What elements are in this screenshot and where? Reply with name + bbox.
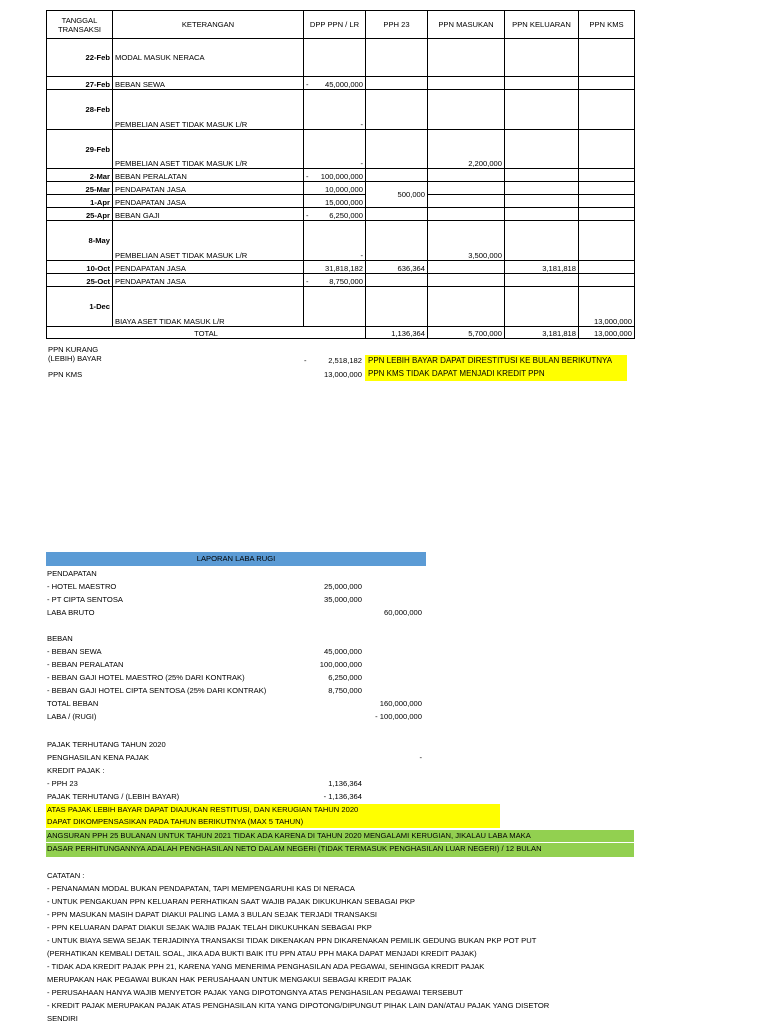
cell-ppn-keluaran [505, 287, 579, 327]
catatan-title: CATATAN : [47, 871, 85, 880]
catatan-line: (PERHATIKAN KEMBALI DETAIL SOAL, JIKA ADA BUKTI BAIK ITU PPN ATAU PPH MAKA DAPAT MENJADI KREDIT PAJAK) [47, 949, 477, 958]
catatan-line: - TIDAK ADA KREDIT PAJAK PPH 21, KARENA YANG MENERIMA PENGHASILAN ADA PEGAWAI, SEHINGGA KREDIT PAJAK [47, 962, 485, 971]
pendapatan-item-label: - HOTEL MAESTRO [47, 582, 117, 591]
beban-item-label: - BEBAN GAJI HOTEL MAESTRO (25% DARI KONTRAK) [47, 673, 245, 682]
angsuran-note-line2: DASAR PERHITUNGANNYA ADALAH PENGHASILAN NETO DALAM NEGERI (TIDAK TERMASUK PENGHASILAN LUAR NEGERI) / 12 BULAN [46, 843, 634, 857]
cell-ppn-kms [579, 39, 635, 77]
cell-dpp [304, 77, 366, 90]
cell-pph23 [366, 39, 428, 77]
cell-ppn-kms [579, 221, 635, 261]
cell-ppn-kms [579, 195, 635, 208]
cell-keterangan: PEMBELIAN ASET TIDAK MASUK L/R [113, 90, 304, 130]
cell-ppn-masukan [428, 182, 505, 195]
pendapatan-item-value: 25,000,000 [323, 582, 362, 591]
header-ppn-masukan: PPN MASUKAN [428, 11, 505, 39]
negative-sign: - [306, 80, 309, 89]
table-row [47, 287, 635, 327]
cell-dpp-value: 100,000,000 [320, 172, 363, 181]
pkp-label: PENGHASILAN KENA PAJAK [47, 753, 149, 762]
cell-dpp [304, 39, 366, 77]
cell-ppn-kms [579, 77, 635, 90]
table-row [47, 130, 635, 169]
cell-keterangan: PENDAPATAN JASA [113, 195, 304, 208]
header-tanggal: TANGGAL TRANSAKSI [47, 11, 113, 39]
cell-ppn-kms: 13,000,000 [579, 287, 635, 327]
cell-keterangan: PENDAPATAN JASA [113, 182, 304, 195]
ppn-kurang-label-line1: PPN KURANG [48, 345, 99, 354]
cell-dpp-value: 8,750,000 [329, 277, 363, 286]
beban-item-value: 6,250,000 [328, 673, 362, 682]
cell-ppn-keluaran [505, 39, 579, 77]
cell-ppn-keluaran [505, 221, 579, 261]
cell-ppn-masukan [428, 39, 505, 77]
cell-ppn-kms [579, 208, 635, 221]
cell-keterangan: MODAL MASUK NERACA [113, 39, 304, 77]
table-row [47, 221, 635, 261]
catatan-line: MERUPAKAN HAK PEGAWAI BUKAN HAK PERUSAHAAN UNTUK MENGAKUI SEBAGAI KREDIT PAJAK [47, 975, 412, 984]
cell-pph23 [366, 221, 428, 261]
cell-date: 29-Feb [47, 130, 113, 169]
cell-date: 25-Oct [47, 274, 113, 287]
catatan-line: - PERUSAHAAN HANYA WAJIB MENYETOR PAJAK YANG DIPOTONGNYA ATAS PENGHASILAN PEGAWAI TERSEBUT [47, 988, 463, 997]
cell-ppn-keluaran [505, 169, 579, 182]
cell-date: 10-Oct [47, 261, 113, 274]
restitusi-note-line1: ATAS PAJAK LEBIH BAYAR DAPAT DIAJUKAN RESTITUSI, DAN KERUGIAN TAHUN 2020 [46, 804, 500, 816]
beban-item-value: 8,750,000 [328, 686, 362, 695]
cell-date: 25-Apr [47, 208, 113, 221]
restitusi-note-line2: DAPAT DIKOMPENSASIKAN PADA TAHUN BERIKUTNYA (MAX 5 TAHUN) [46, 816, 500, 828]
table-row [47, 208, 635, 221]
table-row [47, 90, 635, 130]
cell-ppn-keluaran [505, 130, 579, 169]
cell-ppn-keluaran: 3,181,818 [505, 261, 579, 274]
beban-item-value: 100,000,000 [319, 660, 362, 669]
cell-ppn-masukan [428, 90, 505, 130]
total-beban-label: TOTAL BEBAN [47, 699, 99, 708]
total-label: TOTAL [47, 327, 366, 339]
total-beban-value: 160,000,000 [379, 699, 422, 708]
cell-ppn-masukan [428, 195, 505, 208]
cell-date: 2-Mar [47, 169, 113, 182]
angsuran-note-line1: ANGSURAN PPH 25 BULANAN UNTUK TAHUN 2021 TIDAK ADA KARENA DI TAHUN 2020 MENGALAMI KERUGIAN, JIKALAU LABA MAKA [46, 830, 634, 842]
cell-ppn-masukan: 3,500,000 [428, 221, 505, 261]
cell-keterangan: BEBAN GAJI [113, 208, 304, 221]
table-row [47, 77, 635, 90]
cell-keterangan: BEBAN PERALATAN [113, 169, 304, 182]
laba-rugi-label: LABA / (RUGI) [47, 712, 97, 721]
cell-ppn-kms [579, 130, 635, 169]
beban-item-label: - BEBAN SEWA [47, 647, 102, 656]
header-ppn-kms: PPN KMS [579, 11, 635, 39]
cell-dpp: - [304, 130, 366, 169]
table-row [47, 169, 635, 182]
cell-dpp: 10,000,000 [304, 182, 366, 195]
cell-ppn-kms [579, 169, 635, 182]
cell-ppn-kms [579, 261, 635, 274]
cell-date: 25-Mar [47, 182, 113, 195]
cell-dpp: 31,818,182 [304, 261, 366, 274]
negative-sign: - [306, 172, 309, 181]
catatan-line: - UNTUK BIAYA SEWA SEJAK TERJADINYA TRANSAKSI TIDAK DIKENAKAN PPN DIKARENAKAN PEMILIK GEDUNG BUKAN PKP POT PUT [47, 936, 537, 945]
cell-pph23 [366, 169, 428, 182]
pendapatan-item-label: - PT CIPTA SENTOSA [47, 595, 123, 604]
catatan-line: - UNTUK PENGAKUAN PPN KELUARAN PERHATIKAN SAAT WAJIB PAJAK DIKUKUHKAN SEBAGAI PKP [47, 897, 415, 906]
cell-ppn-masukan [428, 261, 505, 274]
cell-dpp [304, 287, 366, 327]
cell-ppn-masukan: 2,200,000 [428, 130, 505, 169]
cell-date: 1-Dec [47, 287, 113, 327]
cell-dpp: 15,000,000 [304, 195, 366, 208]
cell-ppn-kms [579, 182, 635, 195]
cell-keterangan: PEMBELIAN ASET TIDAK MASUK L/R [113, 130, 304, 169]
ppn-kms-note: PPN KMS TIDAK DAPAT MENJADI KREDIT PPN [365, 368, 627, 381]
pkp-value: - [419, 753, 422, 762]
total-ppn-masukan: 5,700,000 [428, 327, 505, 339]
cell-date: 1-Apr [47, 195, 113, 208]
cell-keterangan: PENDAPATAN JASA [113, 274, 304, 287]
laba-rugi-value: - 100,000,000 [375, 712, 422, 721]
pph23-credit-value: 1,136,364 [328, 779, 362, 788]
cell-ppn-keluaran [505, 274, 579, 287]
table-row [47, 39, 635, 77]
laba-bruto-value: 60,000,000 [383, 608, 422, 617]
cell-ppn-keluaran [505, 77, 579, 90]
total-row [47, 327, 635, 339]
header-keterangan: KETERANGAN [113, 11, 304, 39]
cell-dpp [304, 208, 366, 221]
cell-pph23 [366, 274, 428, 287]
cell-pph23 [366, 130, 428, 169]
cell-dpp: - [304, 90, 366, 130]
ppn-kurang-note: PPN LEBIH BAYAR DAPAT DIRESTITUSI KE BULAN BERIKUTNYA [365, 355, 627, 368]
catatan-line: SENDIRI [47, 1014, 78, 1023]
cell-date: 8-May [47, 221, 113, 261]
pendapatan-label: PENDAPATAN [47, 569, 97, 578]
cell-ppn-masukan [428, 208, 505, 221]
cell-ppn-kms [579, 90, 635, 130]
cell-ppn-masukan [428, 77, 505, 90]
catatan-line: - PPN KELUARAN DAPAT DIAKUI SEJAK WAJIB PAJAK TELAH DIKUKUHKAN SEBAGAI PKP [47, 923, 372, 932]
beban-label: BEBAN [47, 634, 73, 643]
cell-ppn-keluaran [505, 90, 579, 130]
total-ppn-keluaran: 3,181,818 [505, 327, 579, 339]
cell-keterangan: BEBAN SEWA [113, 77, 304, 90]
cell-pph23 [366, 287, 428, 327]
cell-keterangan: BIAYA ASET TIDAK MASUK L/R [113, 287, 304, 327]
beban-item-value: 45,000,000 [323, 647, 362, 656]
cell-ppn-kms [579, 274, 635, 287]
total-pph23: 1,136,364 [366, 327, 428, 339]
cell-pph23: 636,364 [366, 261, 428, 274]
cell-ppn-masukan [428, 287, 505, 327]
header-pph23: PPH 23 [366, 11, 428, 39]
pendapatan-item-value: 35,000,000 [323, 595, 362, 604]
negative-sign: - [306, 277, 309, 286]
ppn-kms-value: 13,000,000 [323, 370, 362, 379]
catatan-line: - PENANAMAN MODAL BUKAN PENDAPATAN, TAPI MEMPENGARUHI KAS DI NERACA [47, 884, 355, 893]
cell-ppn-keluaran [505, 208, 579, 221]
total-ppn-kms: 13,000,000 [579, 327, 635, 339]
header-dpp: DPP PPN / LR [304, 11, 366, 39]
cell-dpp [304, 274, 366, 287]
cell-dpp: - [304, 221, 366, 261]
cell-dpp-value: 6,250,000 [329, 211, 363, 220]
cell-pph23 [366, 208, 428, 221]
cell-keterangan: PENDAPATAN JASA [113, 261, 304, 274]
table-header-row [47, 11, 635, 39]
table-row [47, 274, 635, 287]
cell-ppn-keluaran [505, 182, 579, 195]
kredit-pajak-label: KREDIT PAJAK : [47, 766, 105, 775]
ppn-kurang-neg: - [304, 356, 307, 365]
beban-item-label: - BEBAN PERALATAN [47, 660, 124, 669]
catatan-line: - PPN MASUKAN MASIH DAPAT DIAKUI PALING LAMA 3 BULAN SEJAK TERJADI TRANSAKSI [47, 910, 377, 919]
ppn-kms-label: PPN KMS [48, 370, 83, 379]
ppn-kurang-value: 2,518,182 [328, 356, 362, 365]
pajak-terhutang-title: PAJAK TERHUTANG TAHUN 2020 [47, 740, 166, 749]
cell-ppn-keluaran [505, 195, 579, 208]
pajak-terhutang-label: PAJAK TERHUTANG / (LEBIH BAYAR) [47, 792, 180, 801]
cell-dpp-value: 45,000,000 [324, 80, 363, 89]
table-row [47, 182, 635, 195]
ppn-kurang-label-line2: (LEBIH) BAYAR [48, 354, 102, 363]
cell-dpp [304, 169, 366, 182]
pajak-terhutang-value: - 1,136,364 [323, 792, 362, 801]
header-ppn-keluaran: PPN KELUARAN [505, 11, 579, 39]
cell-ppn-masukan [428, 274, 505, 287]
transaction-table [46, 10, 635, 339]
cell-pph23: 500,000 [366, 182, 428, 208]
beban-item-label: - BEBAN GAJI HOTEL CIPTA SENTOSA (25% DARI KONTRAK) [47, 686, 267, 695]
cell-keterangan: PEMBELIAN ASET TIDAK MASUK L/R [113, 221, 304, 261]
negative-sign: - [306, 211, 309, 220]
cell-date: 22-Feb [47, 39, 113, 77]
cell-pph23 [366, 77, 428, 90]
cell-date: 28-Feb [47, 90, 113, 130]
cell-ppn-masukan [428, 169, 505, 182]
table-row [47, 195, 635, 208]
table-row [47, 261, 635, 274]
laba-bruto-label: LABA BRUTO [47, 608, 95, 617]
pph23-credit-label: - PPH 23 [47, 779, 78, 788]
cell-pph23 [366, 90, 428, 130]
laba-rugi-header: LAPORAN LABA RUGI [46, 552, 426, 566]
catatan-line: - KREDIT PAJAK MERUPAKAN PAJAK ATAS PENGHASILAN KITA YANG DIPOTONG/DIPUNGUT PIHAK LAIN DAN/ATAU PAJAK YANG DISETOR [47, 1001, 550, 1010]
cell-date: 27-Feb [47, 77, 113, 90]
